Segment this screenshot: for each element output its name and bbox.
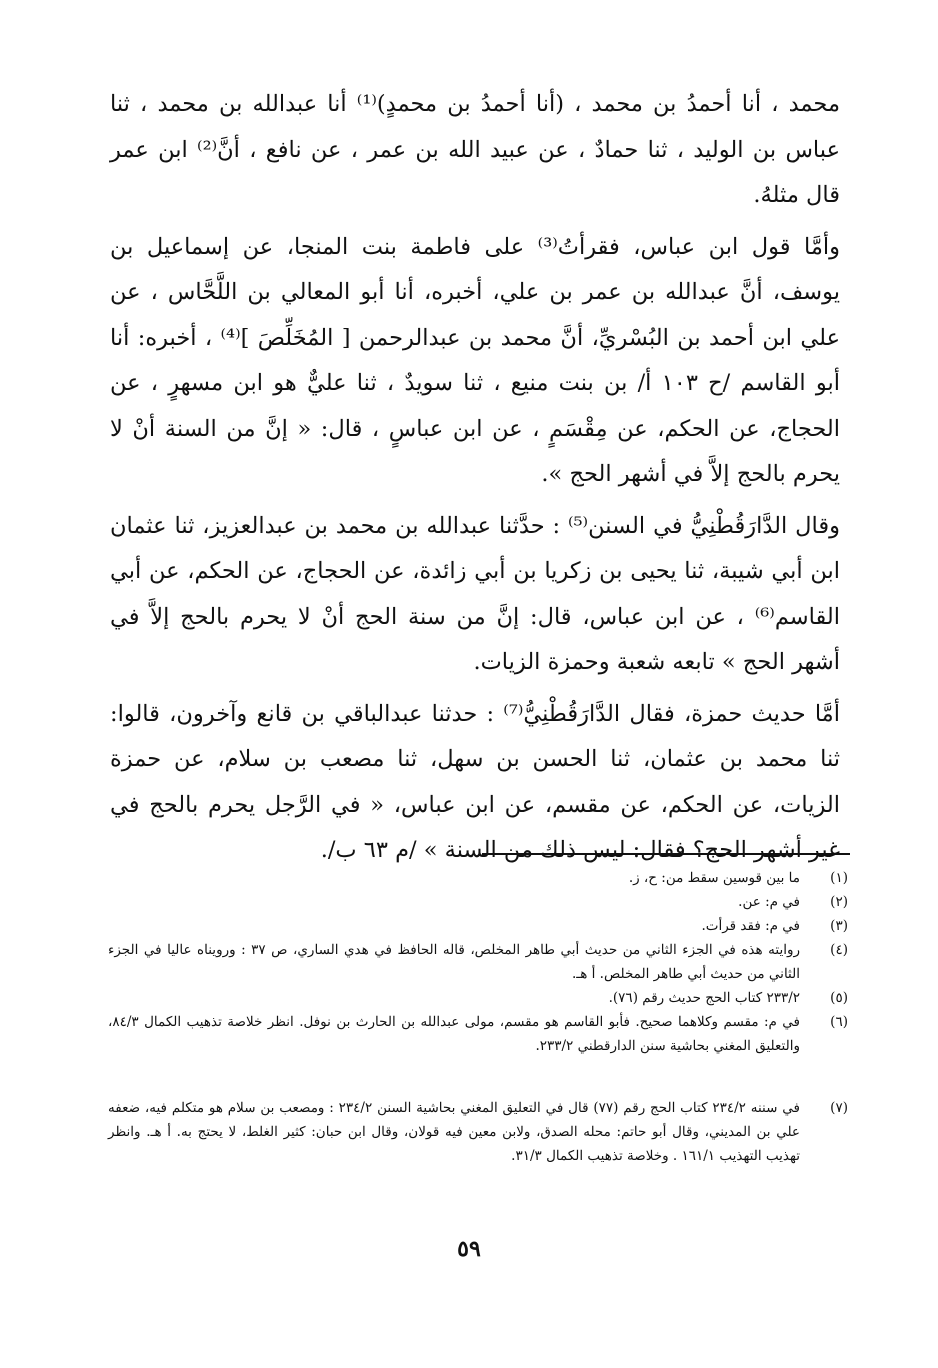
footnote-text: في م: عن. [738, 894, 800, 910]
footnote-number: (٦) [830, 1014, 848, 1030]
footnote-text: في م: فقد قرأت. [701, 918, 800, 934]
paragraph-daraqutni-sunan: وقال الدَّارَقُطْنِيُّ في السنن⁽⁵⁾ : حدَّثنا عبدالله بن محمد بن عبدالعزيز، ثنا عثمان ابن أبي شيبة، ثنا يحيى بن زكريا بن أبي زائدة، عن الحجاج، عن الحكم، عن أبي القاسم⁽⁶⁾ ، عن ابن عباس، قال: إنَّ من سنة الحج أنْ لا يحرم بالحج إلاَّ في أشهر الحج » تابعه شعبة وحمزة الزيات. [110, 512, 840, 675]
footnote-number: (٤) [830, 942, 848, 958]
footnotes-section [108, 866, 848, 1168]
footnote-divider [482, 853, 850, 855]
footnote-text: ٢٣٣/٢ كتاب الحج حديث رقم (٧٦). [608, 990, 800, 1006]
page-number: ٥٩ [457, 1236, 481, 1262]
footnote-number: (٧) [830, 1100, 848, 1116]
footnote-item [108, 890, 848, 914]
footnote-item [108, 866, 848, 890]
footnote-item [108, 914, 848, 938]
footnote-item [108, 1096, 848, 1168]
footnote-text: في م: مقسم وكلاهما صحيح. فأبو القاسم هو مقسم، مولى عبدالله بن الحارث بن نوفل. انظر خلاصة تذهيب الكمال ٨٤/٣، والتعليق المغني بحاشية سنن الدارقطني ٢٣٣/٢. [108, 1014, 800, 1054]
footnote-text: ما بين قوسين سقط من: ح، ز. [628, 870, 800, 886]
footnote-text: روايته هذه في الجزء الثاني من حديث أبي طاهر المخلص، قاله الحافظ في هدي الساري، ص ٣٧ : ورويناه عاليا في الجزء الثاني من حديث أبي طاهر المخلص. أ هـ. [108, 942, 800, 982]
footnote-item [108, 938, 848, 986]
footnote-number: (٥) [830, 990, 848, 1006]
paragraph-ibn-abbas-saying: وأمَّا قول ابن عباس، فقرأتُ⁽³⁾ على فاطمة بنت المنجا، عن إسماعيل بن يوسف، أنَّ عبدالله بن عمر بن علي، أخبره، أنا أبو المعالي بن اللَّحَّاس ، عن علي ابن أحمد بن البُسْريِّ، أنَّ محمد بن عبدالرحمن [ المُخَلِّصَ ]⁽⁴⁾ ، أخبره: أنا أبو القاسم /ح ١٠٣ أ/ بن بنت منيع ، ثنا سويدٌ ، ثنا عليٌّ هو ابن مسهرٍ ، عن الحجاج، عن الحكم، عن مِقْسَمٍ ، عن ابن عباسٍ ، قال: « إنَّ من السنة أنْ لا يحرم بالحج إلاَّ في أشهر الحج ». [110, 233, 840, 487]
paragraph-isnad-ibn-umar: محمد ، أنا أحمدُ بن محمد ، (أنا أحمدُ بن محمدٍ)⁽¹⁾ أنا عبدالله بن محمد ، ثنا عباس بن الوليد ، ثنا حمادٌ ، عن عبيد الله بن عمر ، عن نافع ، أنَّ⁽²⁾ ابن عمر قال مثلهُ. [110, 91, 840, 208]
footnote-number: (٣) [830, 918, 848, 934]
footnote-number: (١) [830, 870, 848, 886]
footnote-item [108, 986, 848, 1010]
footnote-item [108, 1010, 848, 1058]
main-text-body [110, 82, 840, 880]
paragraph-hamza-hadith: أمَّا حديث حمزة، فقال الدَّارَقُطْنِيُّ⁽⁷⁾ : حدثنا عبدالباقي بن قانع وآخرون، قالوا: ثنا محمد بن عثمان، ثنا الحسن بن سهل، ثنا مصعب بن سلام، عن حمزة الزيات، عن الحكم، عن مقسم، عن ابن عباس، « في الرَّجل يحرم بالحج في غير أشهر الحج؟ فقال: ليس ذلك من السنة » /م ٦٣ ب/. [110, 700, 840, 863]
footnote-text: في سننه ٢٣٤/٢ كتاب الحج رقم (٧٧) قال في التعليق المغني بحاشية السنن ٢٣٤/٢ : ومصعب بن سلام هو متكلم فيه، ضعفه علي بن المديني، وقال أبو حاتم: محله الصدق، ولابن معين فيه قولان، وقال ابن حبان: كثير الغلط، لا يحتج به. أ هـ. وانظر تهذيب التهذيب ١٦١/١ . وخلاصة تذهيب الكمال ٣١/٣. [108, 1100, 800, 1164]
footnote-number: (٢) [830, 894, 848, 910]
